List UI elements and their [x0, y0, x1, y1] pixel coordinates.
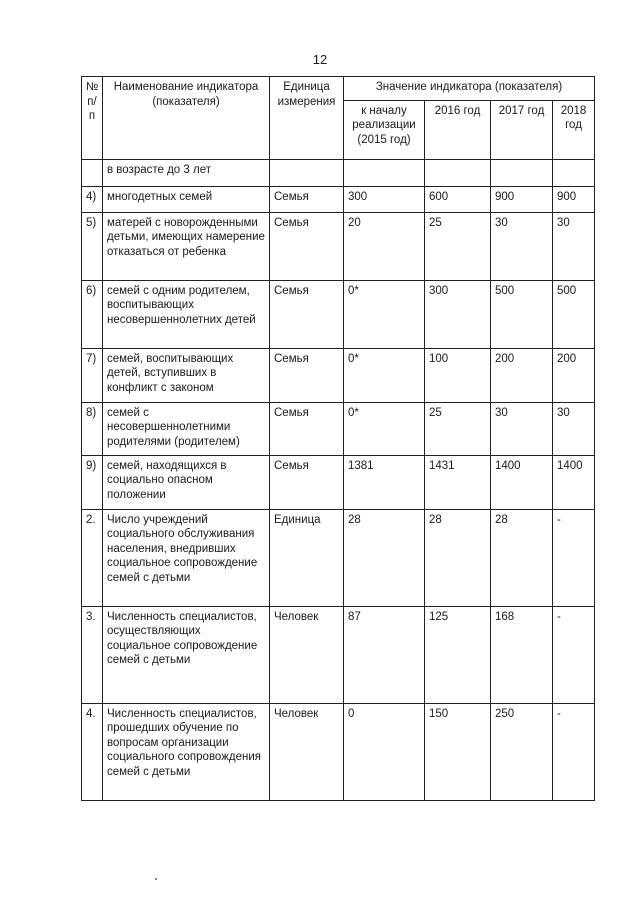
row-value-2017 [491, 159, 553, 186]
table-row [82, 606, 595, 703]
table-row [82, 455, 595, 509]
table-row [82, 212, 595, 280]
row-num: 8) [82, 402, 103, 455]
row-value-2017: 168 [491, 606, 553, 703]
header-value-col-2015: к началу реализации (2015 год) [344, 100, 425, 159]
row-name: семей, находящихся в социально опасном положении [103, 455, 270, 509]
row-value-2015: 0 [344, 703, 425, 800]
header-unit: Единица измерения [270, 77, 344, 160]
row-unit: Семья [270, 402, 344, 455]
table-row [82, 159, 595, 186]
row-num: 4. [82, 703, 103, 800]
row-unit: Семья [270, 455, 344, 509]
row-value-2017: 30 [491, 212, 553, 280]
row-num: 3. [82, 606, 103, 703]
row-value-2016: 28 [425, 509, 491, 606]
table-row [82, 280, 595, 348]
row-value-2018: 1400 [553, 455, 595, 509]
row-name: Численность специалистов, прошедших обучение по вопросам организации социального сопровождения семей с детьми [103, 703, 270, 800]
table-row [82, 703, 595, 800]
row-value-2016: 1431 [425, 455, 491, 509]
table-row [82, 509, 595, 606]
row-value-2018: 30 [553, 212, 595, 280]
header-value-col-2017: 2017 год [491, 100, 553, 159]
row-unit: Семья [270, 212, 344, 280]
row-value-2018: 500 [553, 280, 595, 348]
row-value-2015: 0* [344, 280, 425, 348]
row-num [82, 159, 103, 186]
row-value-2017: 1400 [491, 455, 553, 509]
row-unit: Человек [270, 606, 344, 703]
row-value-2017: 200 [491, 348, 553, 402]
row-value-2016: 600 [425, 186, 491, 212]
row-value-2016: 100 [425, 348, 491, 402]
row-value-2018: 30 [553, 402, 595, 455]
row-name: семей с несовершеннолетними родителями (родителем) [103, 402, 270, 455]
row-value-2015: 20 [344, 212, 425, 280]
row-value-2015: 0* [344, 348, 425, 402]
row-value-2016 [425, 159, 491, 186]
row-value-2015: 300 [344, 186, 425, 212]
row-value-2017: 30 [491, 402, 553, 455]
table-row [82, 348, 595, 402]
row-num: 9) [82, 455, 103, 509]
row-num: 7) [82, 348, 103, 402]
row-name: семей с одним родителем, воспитывающих несовершеннолетних детей [103, 280, 270, 348]
row-value-2017: 250 [491, 703, 553, 800]
scan-dot [155, 878, 157, 880]
row-value-2015 [344, 159, 425, 186]
row-name: Число учреждений социального обслуживания населения, внедривших социальное сопровождение семей с детьми [103, 509, 270, 606]
row-num: 2. [82, 509, 103, 606]
row-num: 6) [82, 280, 103, 348]
row-value-2015: 28 [344, 509, 425, 606]
row-unit: Семья [270, 280, 344, 348]
row-unit: Семья [270, 186, 344, 212]
row-value-2016: 25 [425, 402, 491, 455]
header-value-group: Значение индикатора (показателя) [344, 77, 595, 101]
row-value-2015: 0* [344, 402, 425, 455]
row-name: семей, воспитывающих детей, вступивших в конфликт с законом [103, 348, 270, 402]
row-value-2018: 900 [553, 186, 595, 212]
row-value-2017: 900 [491, 186, 553, 212]
header-value-col-2016: 2016 год [425, 100, 491, 159]
row-value-2017: 500 [491, 280, 553, 348]
row-value-2016: 125 [425, 606, 491, 703]
header-value-col-2018: 2018 год [553, 100, 595, 159]
row-num: 4) [82, 186, 103, 212]
page-number: 12 [312, 52, 328, 67]
row-num: 5) [82, 212, 103, 280]
row-value-2018: - [553, 509, 595, 606]
row-name: матерей с новорожденными детьми, имеющих намерение отказаться от ребенка [103, 212, 270, 280]
row-value-2015: 87 [344, 606, 425, 703]
table-row [82, 402, 595, 455]
row-unit: Семья [270, 348, 344, 402]
row-name: в возрасте до 3 лет [103, 159, 270, 186]
row-value-2018: 200 [553, 348, 595, 402]
row-name: Численность специалистов, осуществляющих социальное сопровождение семей с детьми [103, 606, 270, 703]
header-name: Наименование индикатора (показателя) [103, 77, 270, 160]
row-value-2018: - [553, 606, 595, 703]
row-value-2016: 300 [425, 280, 491, 348]
row-value-2015: 1381 [344, 455, 425, 509]
table-row [82, 186, 595, 212]
row-name: многодетных семей [103, 186, 270, 212]
row-unit: Человек [270, 703, 344, 800]
row-value-2016: 150 [425, 703, 491, 800]
row-value-2017: 28 [491, 509, 553, 606]
table-header-row [82, 77, 595, 101]
row-unit: Единица [270, 509, 344, 606]
row-value-2018 [553, 159, 595, 186]
row-value-2018: - [553, 703, 595, 800]
indicators-table [81, 76, 595, 801]
row-unit [270, 159, 344, 186]
row-value-2016: 25 [425, 212, 491, 280]
header-num: № п/п [82, 77, 103, 160]
